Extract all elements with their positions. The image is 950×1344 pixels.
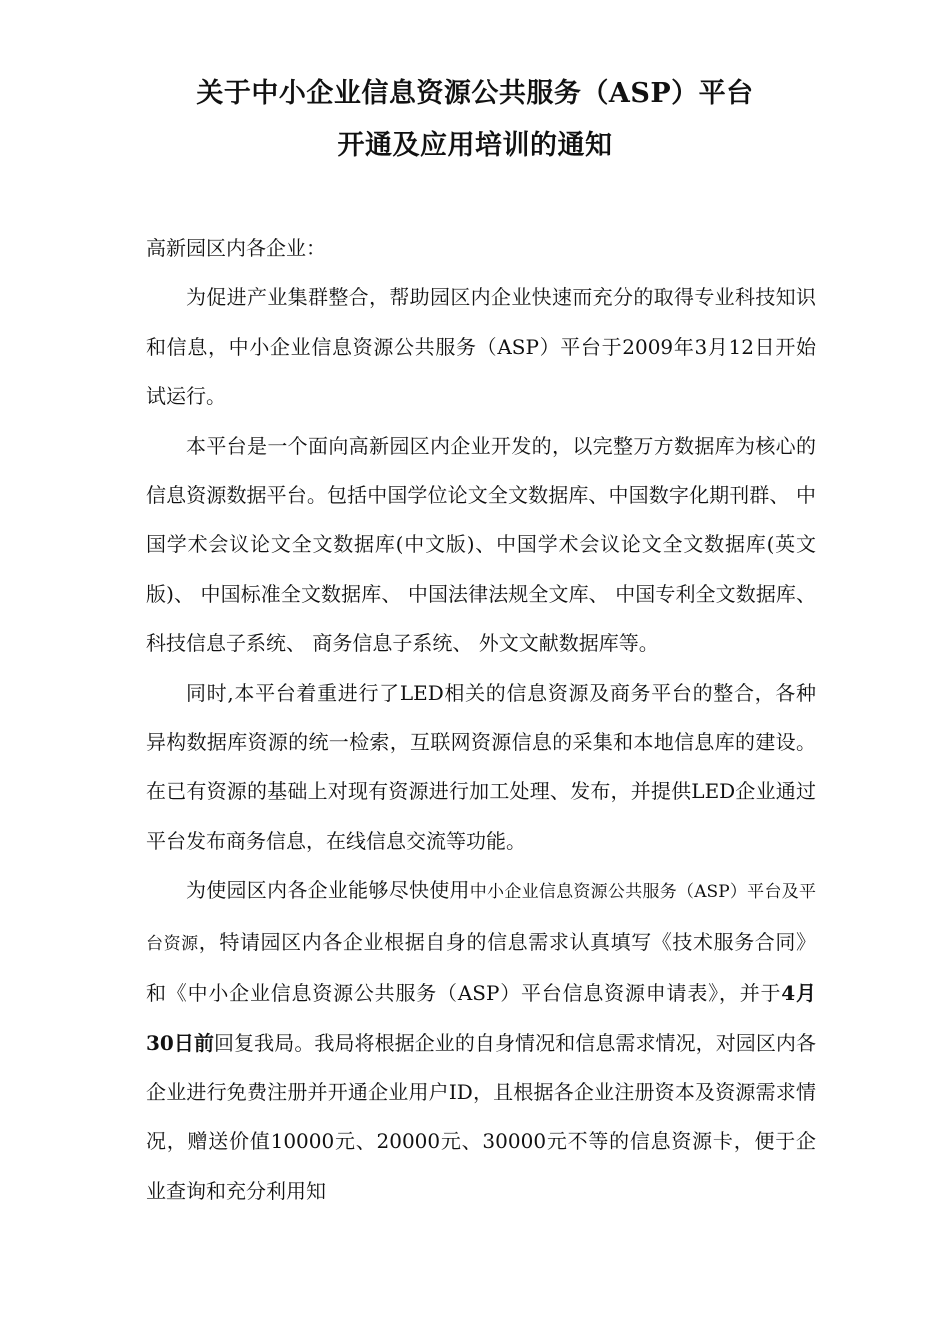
- document-title-line-1: 关于中小企业信息资源公共服务（ASP）平台: [196, 78, 754, 109]
- paragraph-2: 本平台是一个面向高新园区内企业开发的，以完整万方数据库为核心的信息资源数据平台。包括中国学位论文全文数据库、中国数字化期刊群、 中国学术会议论文全文数据库(中文版)、中国学术会议论文全文数据库(英文版)、 中国标准全文数据库、 中国法律法规全文库、 中国专利全文数据库、 科技信息子系统、 商务信息子系统、 外文文献数据库等。: [146, 433, 816, 656]
- document-title-line-2: 开通及应用培训的通知: [337, 130, 613, 161]
- paragraph-4-part-3: ，特请园区内各企业根据自身的信息需求认真填写《技术服务合同》和《中小企业信息资源公共服务（ASP）平台信息资源申请表》，并于: [146, 929, 816, 1006]
- paragraph-4-platform-name: 中小企业信息资源公共服务（ASP）平台及平台资源: [146, 882, 816, 954]
- paragraph-4-part-1: 为使园区内各企业能够尽快使用: [186, 878, 470, 903]
- paragraph-3: 同时,本平台着重进行了LED相关的信息资源及商务平台的整合，各种异构数据库资源的统一检索，互联网资源信息的采集和本地信息库的建设。在已有资源的基础上对现有资源进行加工处理、发布，并提供LED企业通过平台发布商务信息，在线信息交流等功能。: [146, 680, 816, 853]
- paragraph-4: [146, 866, 816, 1216]
- salutation: 高新园区内各企业：: [146, 236, 326, 260]
- paragraph-4-part-5: 回复我局。我局将根据企业的自身情况和信息需求情况，对园区内各企业进行免费注册并开通企业用户ID，且根据各企业注册资本及资源需求情况，赠送价值10000元、20000元、30000元不等的信息资源卡，便于企业查询和充分利用知: [146, 1030, 817, 1203]
- document-body: [146, 224, 816, 1216]
- paragraph-1: 为促进产业集群整合，帮助园区内企业快速而充分的取得专业科技知识和信息，中小企业信息资源公共服务（ASP）平台于2009年3月12日开始试运行。: [146, 285, 816, 409]
- paragraph-4-deadline: 4月30日前: [146, 981, 816, 1055]
